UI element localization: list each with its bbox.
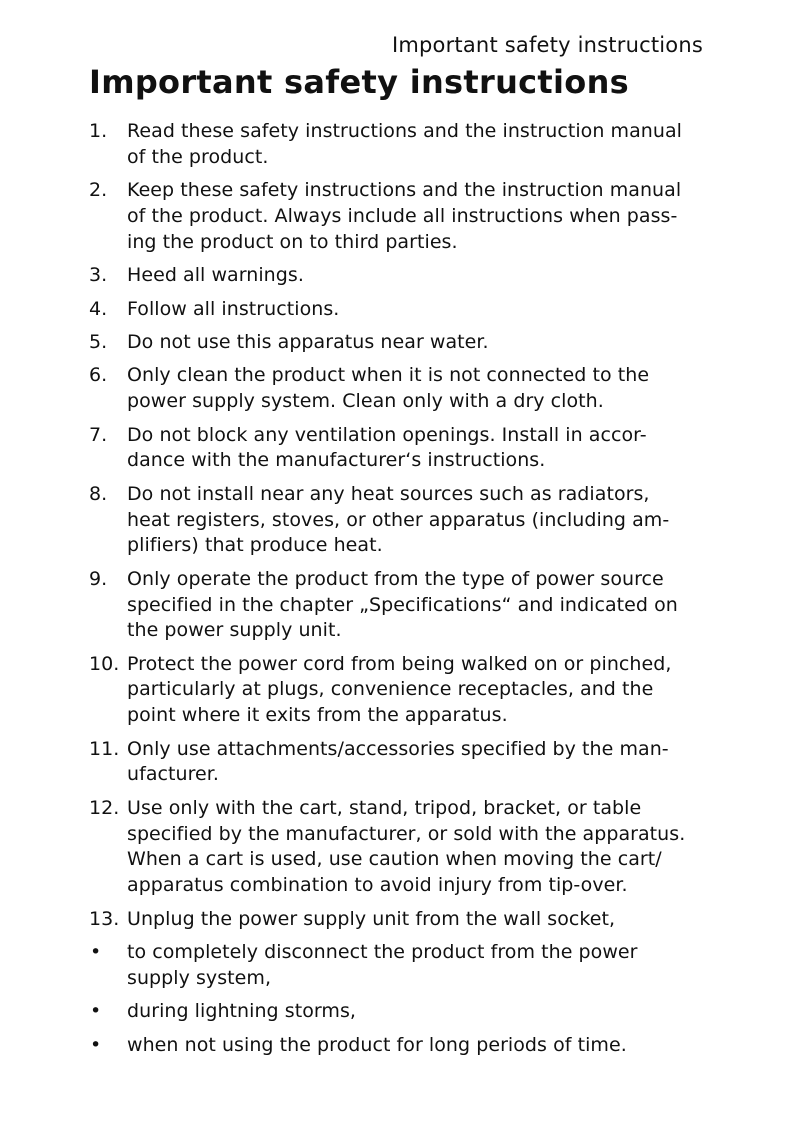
item-text-line: heat registers, stoves, or other apparatus (including am- [127, 508, 670, 531]
item-text-line: the power supply unit. [127, 619, 342, 642]
item-number: 1. [89, 120, 108, 142]
bullet-item-disconnect [89, 940, 709, 992]
item-text-line: power supply system. Clean only with a dry cloth. [127, 390, 604, 413]
item-text-line: Use only with the cart, stand, tripod, bracket, or table [127, 796, 642, 819]
bullet-icon: • [90, 1000, 102, 1023]
bullet-item-not-in-use [89, 1033, 709, 1059]
item-text-line: Read these safety instructions and the instruction manual [127, 120, 682, 142]
instruction-item-8 [89, 482, 709, 559]
item-text-line: to completely disconnect the product from the power [127, 941, 638, 964]
item-text-line: Heed all warnings. [127, 264, 304, 287]
item-text-line: particularly at plugs, convenience receptacles, and the [127, 678, 654, 701]
item-number: 5. [89, 330, 108, 353]
item-text-line: apparatus combination to avoid injury from tip-over. [127, 874, 628, 897]
item-text-line: Only operate the product from the type of power source [127, 567, 664, 590]
instruction-item-3 [89, 263, 709, 289]
item-text-line: ufacturer. [127, 763, 220, 786]
item-text-line: supply system, [127, 966, 272, 989]
item-number: 8. [89, 482, 108, 505]
item-text-line: When a cart is used, use caution when moving the cart/ [127, 848, 662, 871]
item-text-line: Do not install near any heat sources such as radiators, [127, 482, 650, 505]
item-text-line: Only clean the product when it is not connected to the [127, 364, 650, 387]
instruction-item-13 [89, 907, 709, 933]
bullet-item-lightning [89, 999, 709, 1025]
item-text-line: ing the product on to third parties. [127, 230, 458, 253]
instruction-item-7 [89, 423, 709, 475]
item-text-line: dance with the manufacturer‘s instructions. [127, 449, 546, 472]
running-header: Important safety instructions [391, 33, 703, 57]
instruction-item-12 [89, 796, 709, 899]
instruction-item-5 [89, 330, 709, 356]
item-number: 4. [89, 297, 108, 320]
instruction-item-6 [89, 363, 709, 415]
item-number: 11. [89, 737, 120, 760]
safety-instructions-list [89, 119, 709, 1066]
item-text-line: point where it exits from the apparatus. [127, 704, 508, 727]
item-number: 3. [89, 264, 108, 287]
instruction-item-10 [89, 652, 709, 729]
item-number: 2. [89, 179, 108, 202]
item-text-line: Keep these safety instructions and the instruction manual [127, 179, 682, 202]
page-title: Important safety instructions [89, 63, 629, 101]
instruction-item-4 [89, 297, 709, 323]
instruction-item-9 [89, 567, 709, 644]
instruction-item-1 [89, 119, 709, 171]
item-number: 12. [89, 796, 120, 819]
item-number: 6. [89, 364, 108, 387]
item-number: 10. [89, 652, 120, 675]
item-text-line: Follow all instructions. [127, 297, 340, 320]
item-text-line: plifiers) that produce heat. [127, 534, 383, 557]
item-text-line: of the product. Always include all instructions when pass- [127, 204, 678, 227]
instruction-item-2 [89, 178, 709, 255]
item-number: 7. [89, 423, 108, 446]
item-text-line: specified in the chapter „Specifications“ and indicated on [127, 593, 678, 616]
item-text-line: Only use attachments/accessories specified by the man- [127, 737, 669, 760]
bullet-icon: • [90, 1033, 102, 1056]
item-text-line: Protect the power cord from being walked on or pinched, [127, 652, 672, 675]
instruction-item-11 [89, 737, 709, 789]
item-text-line: of the product. [127, 145, 269, 168]
bullet-icon: • [90, 941, 102, 964]
item-text-line: Do not block any ventilation openings. Install in accor- [127, 423, 647, 446]
item-text-line: specified by the manufacturer, or sold with the apparatus. [127, 822, 686, 845]
item-number: 9. [89, 567, 108, 590]
item-text-line: during lightning storms, [127, 1000, 357, 1023]
item-number: 13. [89, 907, 120, 930]
item-text-line: when not using the product for long periods of time. [127, 1033, 627, 1056]
item-text-line: Unplug the power supply unit from the wall socket, [127, 907, 616, 930]
item-text-line: Do not use this apparatus near water. [127, 330, 489, 353]
